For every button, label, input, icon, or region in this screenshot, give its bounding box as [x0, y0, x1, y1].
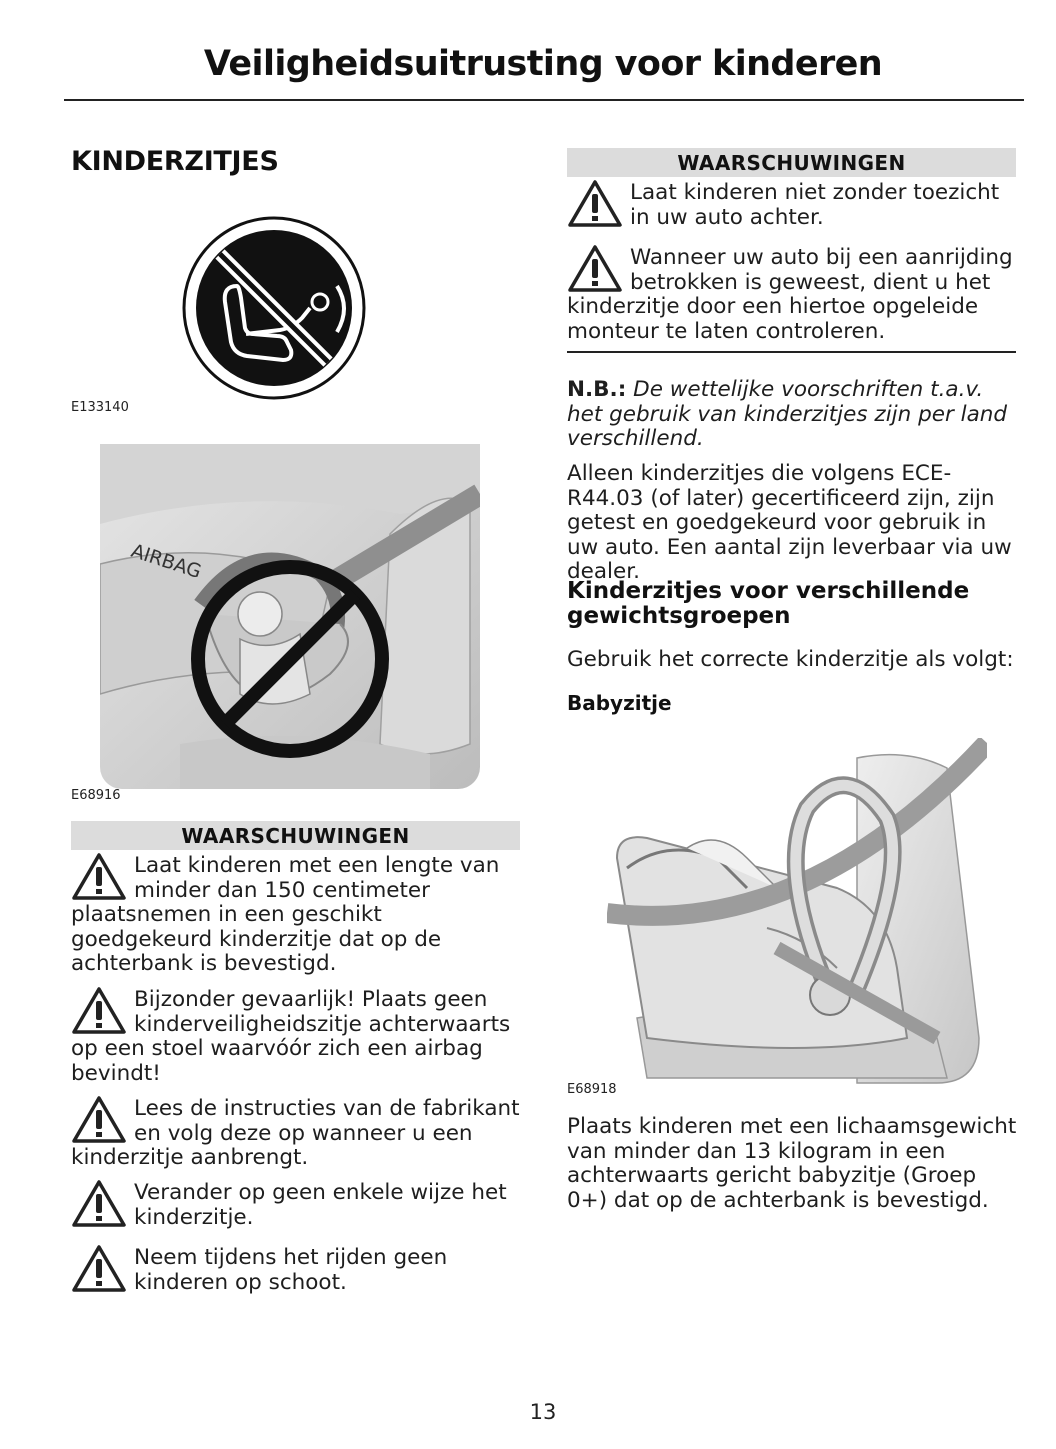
warning-text: Lees de instructies van de fabrikant en volg deze op wanneer u een kinderzitje aanbrengt. — [71, 1096, 520, 1170]
body-paragraph: Plaats kinderen met een lichaamsgewicht van minder dan 13 kilogram in een achterwaarts gericht babyzitje (Groep 0+) dat op de achterbank is bevestigd. — [567, 1114, 1017, 1213]
warning-text: Verander op geen enkele wijze het kinderzitje. — [134, 1180, 507, 1230]
warning-triangle-icon — [71, 1095, 127, 1145]
subsection-heading: Kinderzitjes voor verschillende gewichtsgroepen — [567, 578, 970, 629]
warnings-heading: WAARSCHUWINGEN — [567, 148, 1016, 177]
warning-text: Wanneer uw auto bij een aanrijding betrokken is geweest, dient u het kinderzitje door een hiertoe opgeleide monteur te laten controleren. — [567, 245, 1013, 344]
warning-triangle-icon — [567, 179, 623, 229]
figure-id: E68918 — [567, 1082, 617, 1097]
warning-text: Neem tijdens het rijden geen kinderen op schoot. — [134, 1245, 448, 1295]
warning-item — [71, 988, 520, 1086]
warning-triangle-icon — [71, 986, 127, 1036]
warning-text: Laat kinderen niet zonder toezicht in uw auto achter. — [630, 180, 1000, 230]
warning-item — [71, 854, 520, 977]
warning-triangle-icon — [71, 852, 127, 902]
page-number: 13 — [529, 1400, 557, 1424]
page-title: Veiligheidsuitrusting voor kinderen — [203, 44, 883, 84]
note-label: N.B.: — [567, 377, 627, 402]
warning-text: Laat kinderen met een lengte van minder dan 150 centimeter plaatsnemen in een geschikt goedgekeurd kinderzitje dat op de achterbank is bevestigd. — [71, 853, 500, 976]
warning-triangle-icon — [71, 1179, 127, 1229]
warning-triangle-icon — [71, 1244, 127, 1294]
airbag-label: AIRBAG — [128, 539, 204, 584]
warning-item — [567, 181, 1016, 230]
warning-item — [567, 246, 1016, 344]
warning-item — [71, 1181, 520, 1230]
warning-text: Bijzonder gevaarlijk! Plaats geen kinderveiligheidszitje achterwaarts op een stoel waarvóór zich een airbag bevindt! — [71, 987, 511, 1086]
babyzitje-heading: Babyzitje — [567, 691, 672, 715]
airbag-seat-illustration — [100, 444, 480, 789]
note-paragraph — [567, 378, 1017, 452]
baby-seat-illustration — [607, 738, 987, 1084]
warnings-divider — [567, 351, 1016, 353]
note-text: De wettelijke voorschriften t.a.v. het gebruik van kinderzitjes zijn per land verschillend. — [567, 377, 1008, 451]
no-child-seat-pictogram — [182, 216, 366, 400]
figure-id: E68916 — [71, 788, 121, 803]
warning-item — [71, 1097, 520, 1171]
warning-item — [71, 1246, 520, 1295]
section-title: KINDERZITJES — [71, 146, 279, 177]
warnings-heading: WAARSCHUWINGEN — [71, 821, 520, 850]
body-paragraph: Alleen kinderzitjes die volgens ECE-R44.03 (of later) gecertificeerd zijn, zijn getest en goedgekeurd voor gebruik in uw auto. Een aantal zijn leverbaar via uw dealer. — [567, 461, 1012, 584]
body-paragraph: Gebruik het correcte kinderzitje als volgt: — [567, 647, 1014, 672]
warning-triangle-icon — [567, 244, 623, 294]
figure-id: E133140 — [71, 400, 129, 415]
header-divider — [64, 99, 1024, 101]
